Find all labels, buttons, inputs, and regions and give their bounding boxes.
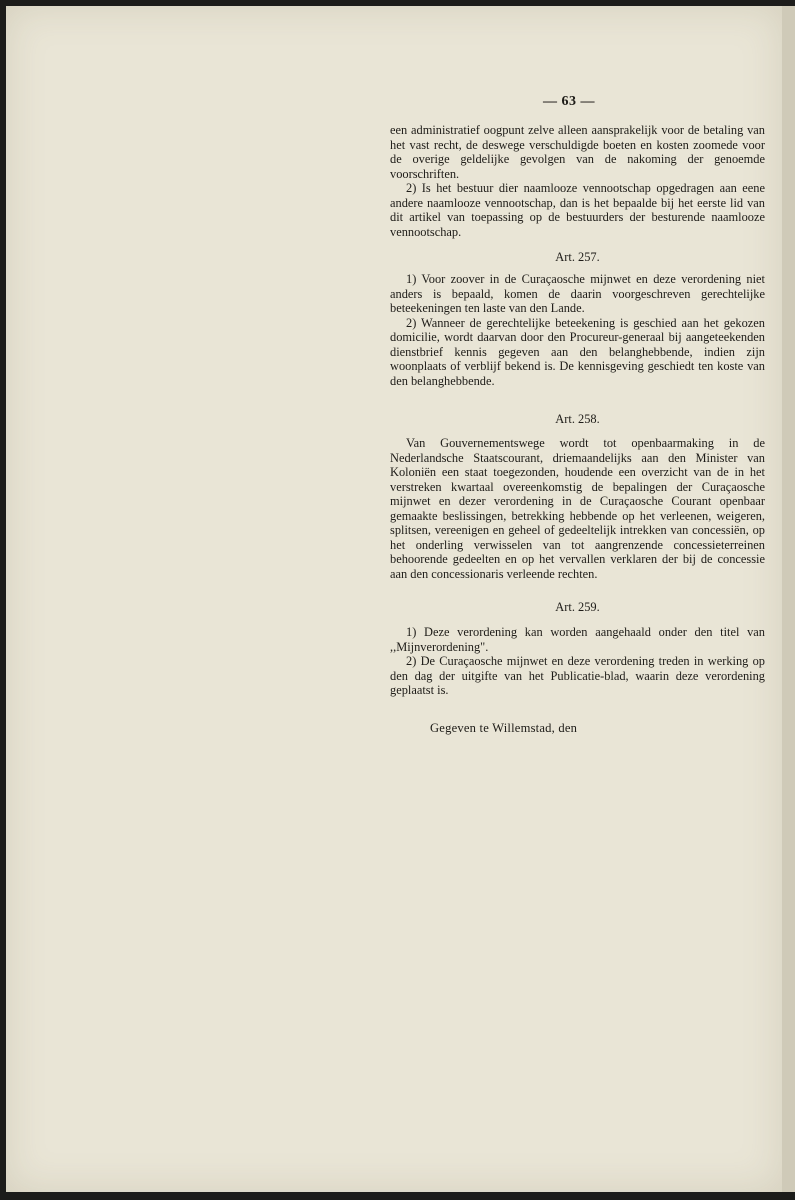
article-heading-259: Art. 259.	[555, 600, 600, 614]
page-number: — 63 —	[543, 94, 595, 109]
page-edge	[782, 6, 795, 1192]
paragraph: 2) Is het bestuur dier naamlooze vennootschap opgedragen aan eene andere naamlooze vennootschap, dan is het bepaalde bij het eerste lid van dit artikel van toepassing op de bestuurders der besturende naamlooze vennootschap.	[390, 181, 765, 239]
paragraph: Van Gouvernementswege wordt tot openbaarmaking in de Nederlandsche Staatscourant, driemaandelijks aan den Minister van Koloniën een staat toegezonden, houdende een overzicht van de in het verstreken kwartaal overeenkomstig de bepalingen der Curaçaosche mijnwet en dezer verordening in de Curaçaosche Courant openbaar gemaakte beslissingen, betrekking hebbende op het verleenen, weigeren, splitsen, vereenigen en geheel of gedeeltelijk intrekken van concessiën, op het onderling verwisselen van tot aangrenzende concessieterreinen behoorende gedeelten en op het vervallen verklaren der bij de concessie aan den concessionaris verleende rechten.	[390, 436, 765, 581]
paragraph: 2) Wanneer de gerechtelijke beteekening is geschied aan het gekozen domicilie, wordt daarvan door den Procureur-generaal bij aangeteekenden dienstbrief kennis gegeven aan den belanghebbende, indien zijn woonplaats of verblijf bekend is. De kennisgeving geschiedt ten koste van den belanghebbende.	[390, 315, 765, 388]
show-through-bleed	[146, 96, 346, 226]
article-heading-257: Art. 257.	[555, 250, 600, 264]
article-257-body	[390, 272, 765, 388]
paragraph: 1) Voor zoover in de Curaçaosche mijnwet en deze verordening niet anders is bepaald, komen de daarin voorgeschreven gerechtelijke beteekeningen ten laste van den Lande.	[390, 272, 765, 316]
paragraph: 1) Deze verordening kan worden aangehaald onder den titel van ,,Mijnverordening".	[390, 625, 765, 654]
article-heading-258: Art. 258.	[555, 412, 600, 426]
paragraph: een administratief oogpunt zelve alleen aansprakelijk voor de betaling van het vast recht, de deswege verschuldigde boeten en kosten zoomede voor de overige geldelijke gevolgen van de nakoming der genoemde voorschriften.	[390, 123, 765, 181]
paragraph: 2) De Curaçaosche mijnwet en deze verordening treden in werking op den dag der uitgifte van het Publicatie-blad, waarin deze verordening geplaatst is.	[390, 654, 765, 698]
article-259-body	[390, 625, 765, 698]
article-258-body	[390, 436, 765, 581]
closing-line: Gegeven te Willemstad, den	[430, 721, 578, 735]
continued-article-text	[390, 123, 765, 239]
